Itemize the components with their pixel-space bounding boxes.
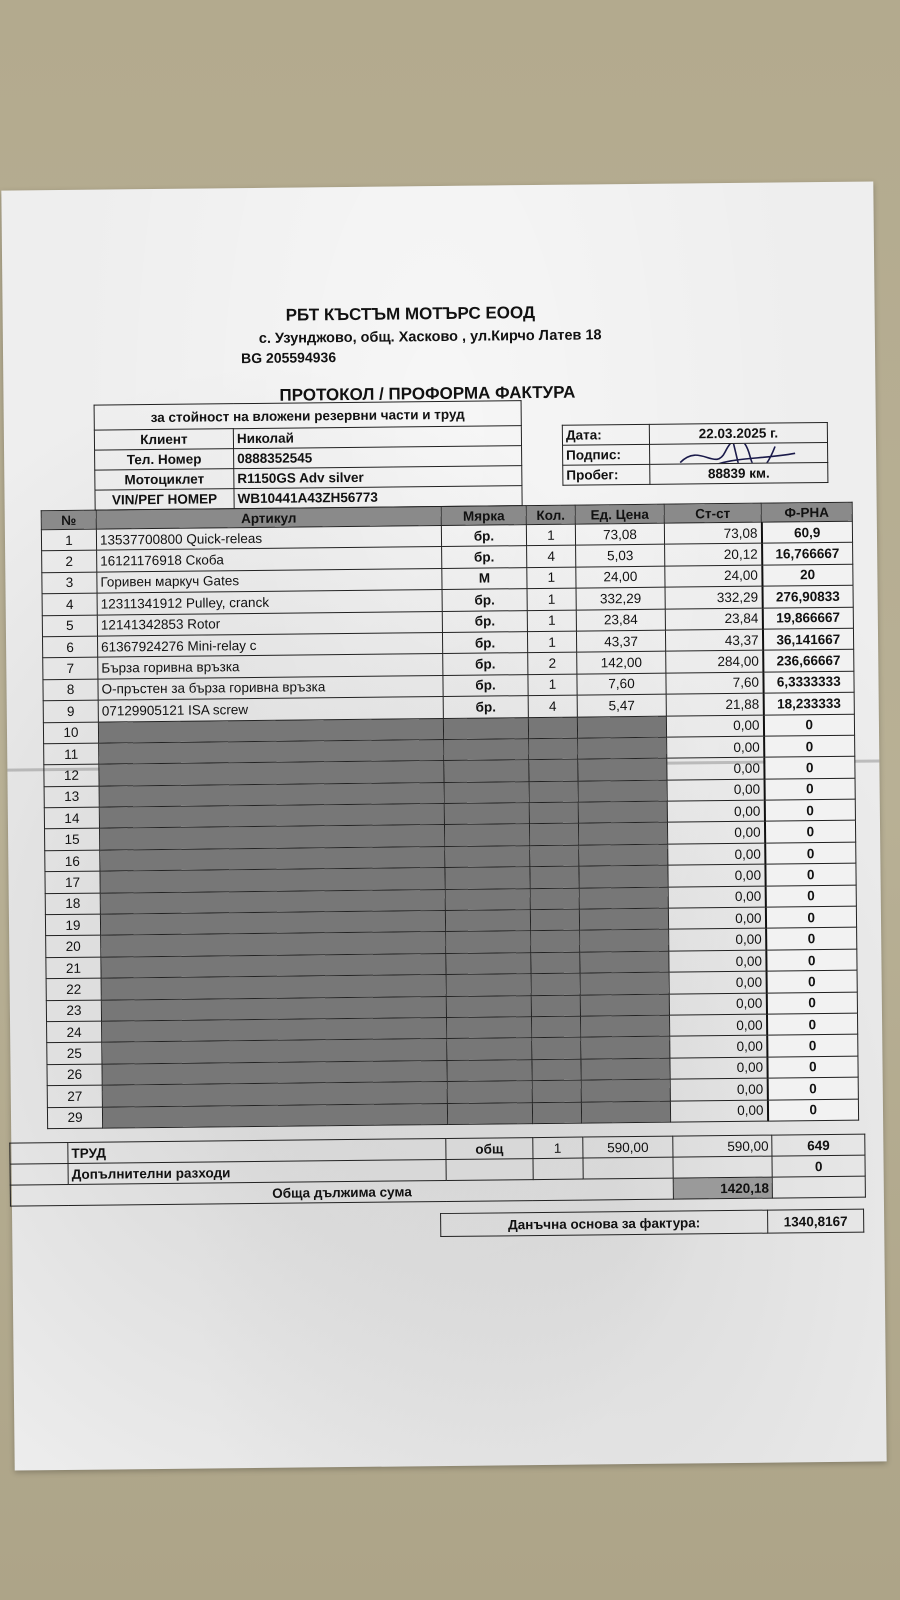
- row-formula: 0: [767, 1077, 858, 1099]
- document-title: ПРОТОКОЛ / ПРОФОРМА ФАКТУРА: [279, 382, 576, 405]
- row-number: 2: [42, 551, 97, 573]
- row-number: 25: [47, 1042, 102, 1064]
- row-article: 12311341912 Pulley, cranck: [97, 590, 442, 615]
- row-unit-price: [580, 972, 669, 994]
- col-header-formula: Ф-РНА: [761, 502, 852, 522]
- row-formula: 0: [765, 885, 856, 907]
- row-total: 0,00: [669, 993, 766, 1015]
- col-header-quantity: Кол.: [526, 505, 575, 525]
- row-unit: [447, 1081, 532, 1103]
- row-formula: 60,9: [761, 521, 852, 543]
- row-unit: бр.: [441, 525, 526, 547]
- row-quantity: 1: [526, 524, 575, 546]
- row-formula: 16,766667: [762, 543, 853, 565]
- row-number: 9: [43, 700, 98, 722]
- client-info-table: [94, 400, 523, 510]
- mileage-value: 88839 км.: [650, 462, 828, 484]
- row-total: 0,00: [669, 950, 766, 972]
- row-article: 12141342853 Rotor: [97, 611, 442, 636]
- row-number: 1: [41, 529, 96, 551]
- row-article: 07129905121 ISA screw: [98, 697, 443, 722]
- row-number: 24: [47, 1021, 102, 1043]
- row-unit-price: [581, 1037, 670, 1059]
- row-number: 6: [42, 636, 97, 658]
- row-formula: 0: [763, 714, 854, 736]
- tax-base-label: Данъчна основа за фактура:: [441, 1210, 768, 1236]
- extra-costs-formula: 0: [772, 1155, 865, 1177]
- row-formula: 0: [764, 735, 855, 757]
- row-quantity: 1: [527, 567, 576, 589]
- phone-value: 0888352545: [234, 446, 522, 469]
- row-unit: [444, 739, 529, 761]
- tax-base-value: 1340,8167: [768, 1209, 864, 1233]
- row-formula: 0: [766, 1013, 857, 1035]
- row-formula: 0: [765, 906, 856, 928]
- row-quantity: [532, 1102, 581, 1124]
- row-formula: 0: [766, 992, 857, 1014]
- row-total: 0,00: [670, 1036, 767, 1058]
- row-total: 0,00: [667, 800, 764, 822]
- row-number: 21: [46, 957, 101, 979]
- row-number: 15: [45, 829, 100, 851]
- totals-table: [9, 1134, 866, 1207]
- vin-label: VIN/РЕГ НОМЕР: [95, 489, 234, 510]
- row-quantity: 1: [527, 610, 576, 632]
- row-total: 0,00: [668, 843, 765, 865]
- row-total: 284,00: [666, 650, 763, 672]
- row-total: 73,08: [664, 522, 761, 544]
- client-label: Клиент: [94, 429, 233, 450]
- handwritten-signature: [670, 442, 800, 464]
- motorcycle-label: Мотоциклет: [95, 469, 234, 490]
- row-quantity: [530, 909, 579, 931]
- row-formula: 0: [767, 1099, 858, 1121]
- row-unit-price: 5,47: [577, 694, 666, 716]
- row-total: 43,37: [665, 629, 762, 651]
- row-number: 10: [43, 722, 98, 744]
- row-formula: 36,141667: [762, 628, 853, 650]
- items-body: [41, 521, 858, 1128]
- row-formula: 276,90833: [762, 585, 853, 607]
- row-unit: [446, 952, 531, 974]
- row-formula: 0: [764, 756, 855, 778]
- grand-total-value: 1420,18: [674, 1177, 773, 1199]
- row-article: Горивен маркуч Gates: [97, 568, 442, 593]
- row-unit-price: 43,37: [576, 630, 665, 652]
- client-table-caption: за стойност на вложени резервни части и труд: [94, 401, 521, 430]
- row-unit-price: [579, 887, 668, 909]
- phone-label: Тел. Номер: [95, 449, 234, 470]
- company-name: РБТ КЪСТЪМ МОТЪРС ЕООД: [285, 303, 536, 325]
- labor-label: ТРУД: [68, 1138, 446, 1163]
- extra-costs-label: Допълнителни разходи: [68, 1159, 446, 1184]
- row-unit: [445, 910, 530, 932]
- row-formula: 19,866667: [762, 607, 853, 629]
- row-formula: 0: [764, 799, 855, 821]
- row-formula: 0: [767, 1035, 858, 1057]
- row-unit-price: 73,08: [575, 523, 664, 545]
- company-vat-number: BG 205594936: [241, 349, 337, 367]
- row-unit-price: [580, 930, 669, 952]
- row-unit: [447, 1038, 532, 1060]
- mileage-label: Пробег:: [563, 464, 650, 485]
- row-unit: [444, 803, 529, 825]
- col-header-unit: Мярка: [441, 506, 526, 526]
- row-total: 0,00: [668, 886, 765, 908]
- row-quantity: [532, 1037, 581, 1059]
- row-number: 20: [46, 936, 101, 958]
- row-unit-price: [579, 865, 668, 887]
- row-total: 332,29: [665, 586, 762, 608]
- row-unit: [443, 717, 528, 739]
- row-article: 16121176918 Скоба: [97, 547, 442, 572]
- row-unit-price: [578, 780, 667, 802]
- row-quantity: [530, 845, 579, 867]
- labor-formula: 649: [772, 1134, 865, 1156]
- row-number: 7: [43, 657, 98, 679]
- row-total: 0,00: [667, 822, 764, 844]
- row-total: 0,00: [670, 1078, 767, 1100]
- row-formula: 6,3333333: [763, 671, 854, 693]
- row-unit-price: 24,00: [576, 566, 665, 588]
- col-header-number: №: [41, 510, 96, 530]
- row-quantity: [531, 952, 580, 974]
- row-total: 24,00: [665, 565, 762, 587]
- row-article: О-пръстен за бърза горивна връзка: [98, 675, 443, 700]
- row-unit: [446, 974, 531, 996]
- row-quantity: 2: [528, 652, 577, 674]
- row-unit-price: 332,29: [576, 587, 665, 609]
- row-unit-price: [580, 951, 669, 973]
- row-unit: бр.: [442, 632, 527, 654]
- row-unit: бр.: [443, 696, 528, 718]
- row-unit-price: 7,60: [577, 673, 666, 695]
- motorcycle-value: R1150GS Adv silver: [234, 466, 522, 489]
- row-total: 0,00: [666, 715, 763, 737]
- grand-total-label: Обща дължима сума: [10, 1178, 674, 1206]
- row-quantity: [532, 1059, 581, 1081]
- row-quantity: 1: [527, 588, 576, 610]
- vin-value: WB10441A43ZH56773: [234, 486, 522, 509]
- row-quantity: [529, 802, 578, 824]
- row-formula: 0: [766, 970, 857, 992]
- row-total: 0,00: [670, 1100, 767, 1122]
- row-unit: [444, 781, 529, 803]
- row-number: 27: [47, 1085, 102, 1107]
- row-number: 3: [42, 572, 97, 594]
- row-number: 5: [42, 615, 97, 637]
- row-total: 0,00: [669, 929, 766, 951]
- row-formula: 0: [766, 949, 857, 971]
- row-unit: [447, 1059, 532, 1081]
- row-unit-price: [581, 1101, 670, 1123]
- client-value: Николай: [233, 426, 521, 449]
- row-formula: 0: [765, 863, 856, 885]
- row-total: 0,00: [669, 1014, 766, 1036]
- row-unit-price: 142,00: [577, 652, 666, 674]
- document-sheet: [1, 181, 886, 1470]
- row-article: [102, 1103, 447, 1128]
- row-number: 8: [43, 679, 98, 701]
- row-unit: [445, 867, 530, 889]
- row-unit: [446, 931, 531, 953]
- row-number: 17: [45, 871, 100, 893]
- row-unit-price: 23,84: [576, 609, 665, 631]
- row-unit-price: [578, 801, 667, 823]
- row-unit-price: [580, 1015, 669, 1037]
- row-unit: бр.: [442, 546, 527, 568]
- row-total: 20,12: [665, 544, 762, 566]
- row-quantity: 1: [528, 674, 577, 696]
- row-quantity: [532, 1016, 581, 1038]
- date-info-table: [562, 422, 829, 486]
- row-unit-price: [580, 994, 669, 1016]
- row-number: 13: [44, 786, 99, 808]
- row-quantity: [531, 973, 580, 995]
- row-quantity: [530, 866, 579, 888]
- row-number: 23: [46, 1000, 101, 1022]
- row-number: 29: [47, 1107, 102, 1129]
- row-unit-price: [578, 823, 667, 845]
- row-unit-price: 5,03: [576, 545, 665, 567]
- row-formula: 20: [762, 564, 853, 586]
- row-number: 19: [45, 914, 100, 936]
- tax-base-table: [440, 1209, 864, 1237]
- row-formula: 18,233333: [763, 692, 854, 714]
- row-formula: 236,66667: [763, 650, 854, 672]
- row-formula: 0: [766, 928, 857, 950]
- row-number: 4: [42, 593, 97, 615]
- row-quantity: [529, 824, 578, 846]
- col-header-unit-price: Ед. Цена: [575, 504, 664, 524]
- row-quantity: [531, 931, 580, 953]
- labor-price: 590,00: [582, 1136, 673, 1158]
- row-total: 23,84: [665, 608, 762, 630]
- row-total: 0,00: [668, 907, 765, 929]
- row-total: 0,00: [669, 971, 766, 993]
- row-quantity: 4: [528, 695, 577, 717]
- row-article: Бърза горивна връзка: [98, 654, 443, 679]
- row-quantity: [529, 759, 578, 781]
- row-unit: [445, 845, 530, 867]
- row-number: 22: [46, 978, 101, 1000]
- row-quantity: 1: [527, 631, 576, 653]
- row-quantity: [530, 888, 579, 910]
- row-unit: [447, 1102, 532, 1124]
- row-unit: бр.: [442, 610, 527, 632]
- row-quantity: 4: [527, 545, 576, 567]
- row-article: 61367924276 Mini-relay c: [97, 632, 442, 657]
- row-quantity: [532, 1080, 581, 1102]
- labor-unit: общ: [446, 1138, 533, 1160]
- row-quantity: [529, 738, 578, 760]
- row-unit-price: [581, 1079, 670, 1101]
- row-total: 0,00: [667, 736, 764, 758]
- signature-cell: [650, 442, 828, 464]
- row-unit-price: [581, 1058, 670, 1080]
- row-unit: [445, 888, 530, 910]
- row-formula: 0: [764, 821, 855, 843]
- company-address: с. Узунджово, общ. Хасково , ул.Кирчо Латев 18: [258, 327, 602, 347]
- signature-label: Подпис:: [563, 444, 650, 465]
- row-unit: [447, 1017, 532, 1039]
- labor-qty: 1: [533, 1137, 583, 1159]
- date-value: 22.03.2025 г.: [649, 422, 827, 444]
- col-header-article: Артикул: [96, 507, 441, 530]
- row-total: 0,00: [667, 779, 764, 801]
- row-number: 16: [45, 850, 100, 872]
- row-number: 26: [47, 1064, 102, 1086]
- col-header-total: Ст-ст: [664, 503, 761, 523]
- row-unit-price: [579, 908, 668, 930]
- row-total: 7,60: [666, 672, 763, 694]
- row-total: 0,00: [668, 864, 765, 886]
- row-quantity: [529, 781, 578, 803]
- row-number: 12: [44, 764, 99, 786]
- row-formula: 0: [764, 778, 855, 800]
- row-formula: 0: [767, 1056, 858, 1078]
- row-total: 21,88: [666, 693, 763, 715]
- row-unit: [446, 995, 531, 1017]
- row-formula: 0: [765, 842, 856, 864]
- row-unit: М: [442, 567, 527, 589]
- row-number: 18: [45, 893, 100, 915]
- row-unit-price: [578, 758, 667, 780]
- row-number: 14: [44, 807, 99, 829]
- row-unit-price: [577, 716, 666, 738]
- row-unit: бр.: [442, 589, 527, 611]
- row-quantity: [531, 995, 580, 1017]
- row-unit: [444, 760, 529, 782]
- labor-total: 590,00: [673, 1135, 772, 1157]
- row-number: 11: [44, 743, 99, 765]
- row-unit: бр.: [443, 653, 528, 675]
- items-table: [41, 502, 859, 1129]
- row-quantity: [528, 717, 577, 739]
- row-article: 13537700800 Quick-releas: [96, 526, 441, 551]
- row-unit: [444, 824, 529, 846]
- row-unit-price: [579, 844, 668, 866]
- row-unit: бр.: [443, 674, 528, 696]
- row-unit-price: [578, 737, 667, 759]
- date-label: Дата:: [562, 424, 649, 445]
- row-total: 0,00: [670, 1057, 767, 1079]
- row-total: 0,00: [667, 757, 764, 779]
